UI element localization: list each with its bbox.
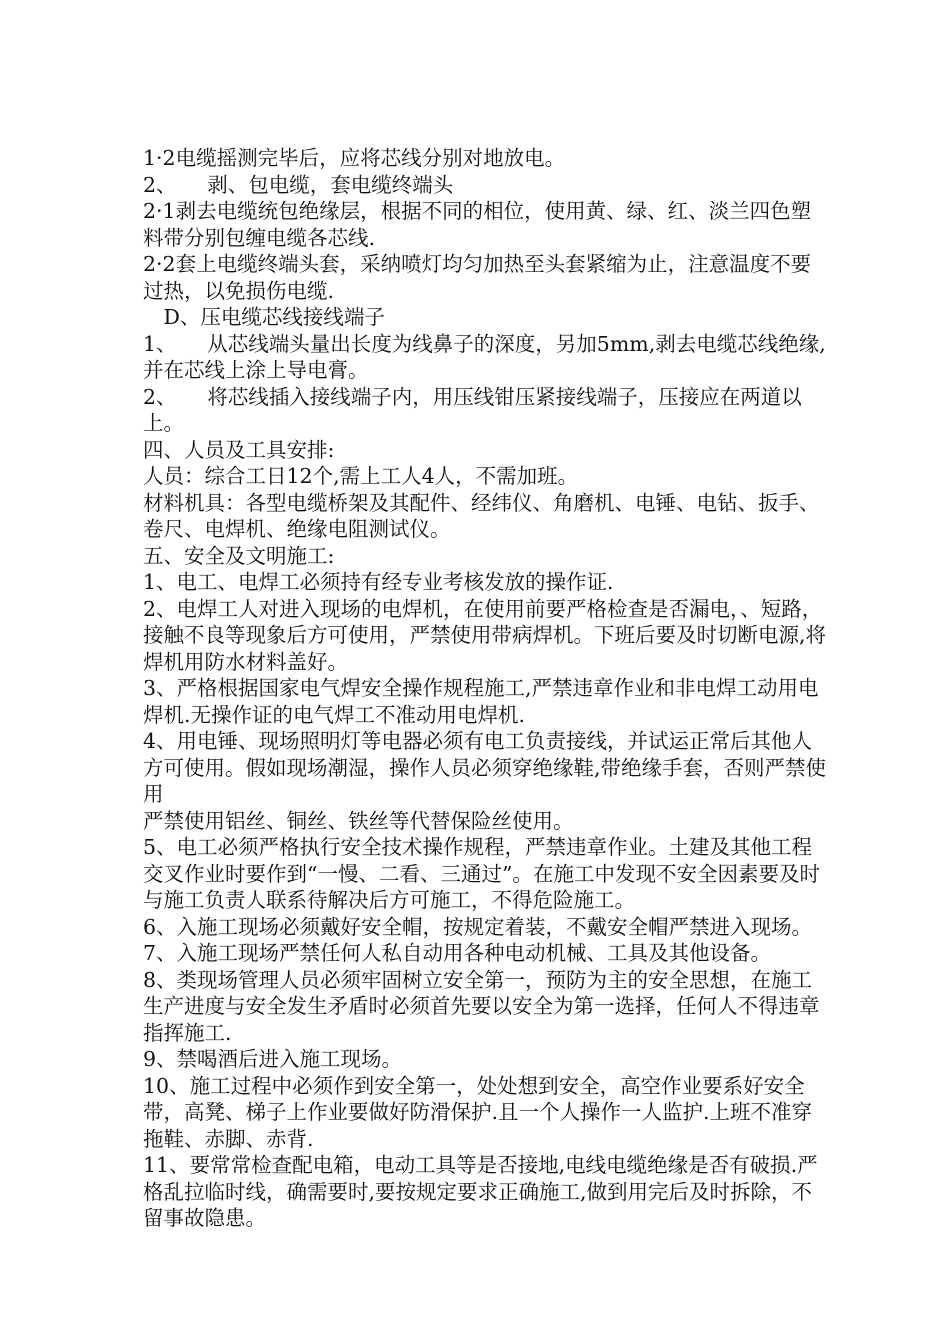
safety-item-1: 1、电工、电焊工必须持有经专业考核发放的操作证. (143, 570, 614, 594)
paragraph-personnel: 人员：综合工日12个,需上工人4人，不需加班。 (143, 464, 579, 488)
paragraph-2-strip-wrap: 2、 剥、包电缆，套电缆终端头 (143, 172, 454, 197)
paragraph-d-2: 2、 将芯线插入接线端子内，用压线钳压紧接线端子，压接应在两道以上。 (143, 384, 802, 435)
safety-item-6: 6、入施工现场必须戴好安全帽，按规定着装，不戴安全帽严禁进入现场。 (143, 914, 813, 939)
safety-item-2: 2、电焊工人对进入现场的电焊机，在使用前要严格检查是否漏电，、短路，接触不良等现象后方可使用，严禁使用带病焊机。下班后要及时切断电源,将焊机用防水材料盖好。 (143, 596, 827, 674)
safety-item-4-fuse: 严禁使用铝丝、铜丝、铁丝等代替保险丝使用。 (143, 808, 574, 833)
paragraph-d-1: 1、 从芯线端头量出长度为线鼻子的深度，另加5mm,剥去电缆芯线绝缘,并在芯线上涂上导电膏。 (143, 331, 826, 382)
paragraph-2-2-terminal-sleeve: 2·2套上电缆终端头套，采纳喷灯均匀加热至头套紧缩为止，注意温度不要过热，以免损伤电缆. (143, 252, 812, 303)
section-heading-safety: 五、安全及文明施工: (143, 543, 335, 568)
safety-item-11: 11、要常常检查配电箱，电动工具等是否接地,电线电缆绝缘是否有破损.严格乱拉临时线，确需要时,要按规定要求正确施工,做到用完后及时拆除，不留事故隐患。 (143, 1153, 818, 1230)
paragraph-2-1-insulation: 2·1剥去电缆统包绝缘层，根据不同的相位，使用黄、绿、红、淡兰四色塑料带分别包缠电缆各芯线. (143, 199, 812, 250)
paragraph-1-2-discharge: 1·2电缆摇测完毕后，应将芯线分别对地放电。 (143, 146, 566, 170)
section-heading-d: D、压电缆芯线接线端子 (143, 305, 385, 329)
paragraph-equipment: 材料机具：各型电缆桥架及其配件、经纬仪、角磨机、电锤、电钻、扳手、卷尺、电焊机、绝缘电阻测试仪。 (143, 490, 820, 541)
safety-item-10: 10、施工过程中必须作到安全第一，处处想到安全，高空作业要系好安全带，高凳、梯子上作业要做好防滑保护.且一个人操作一人监护.上班不准穿拖鞋、赤脚、赤背. (143, 1073, 813, 1151)
safety-item-3: 3、严格根据国家电气焊安全操作规程施工,严禁违章作业和非电焊工动用电焊机.无操作证的电气焊工不准动用电焊机. (143, 676, 819, 727)
section-heading-staffing: 四、人员及工具安排: (143, 437, 335, 462)
safety-item-8: 8、类现场管理人员必须牢固树立安全第一，预防为主的安全思想，在施工生产进度与安全发生矛盾时必须首先要以安全为第一选择，任何人不得违章指挥施工. (143, 967, 820, 1045)
safety-item-7: 7、入施工现场严禁任何人私自动用各种电动机械、工具及其他设备。 (143, 941, 772, 965)
document-body (143, 145, 829, 1232)
safety-item-5: 5、电工必须严格执行安全技术操作规程，严禁违章作业。土建及其他工程交叉作业时要作到“一慢、二看、三通过”。在施工中发现不安全因素要及时与施工负责人联系待解决后方可施工，不得危险施工。 (143, 835, 820, 912)
safety-item-4: 4、用电锤、现场照明灯等电器必须有电工负责接线，并试运正常后其他人方可使用。假如现场潮湿，操作人员必须穿绝缘鞋,带绝缘手套，否则严禁使用 (143, 729, 827, 806)
safety-item-9: 9、禁喝酒后进入施工现场。 (143, 1047, 403, 1071)
